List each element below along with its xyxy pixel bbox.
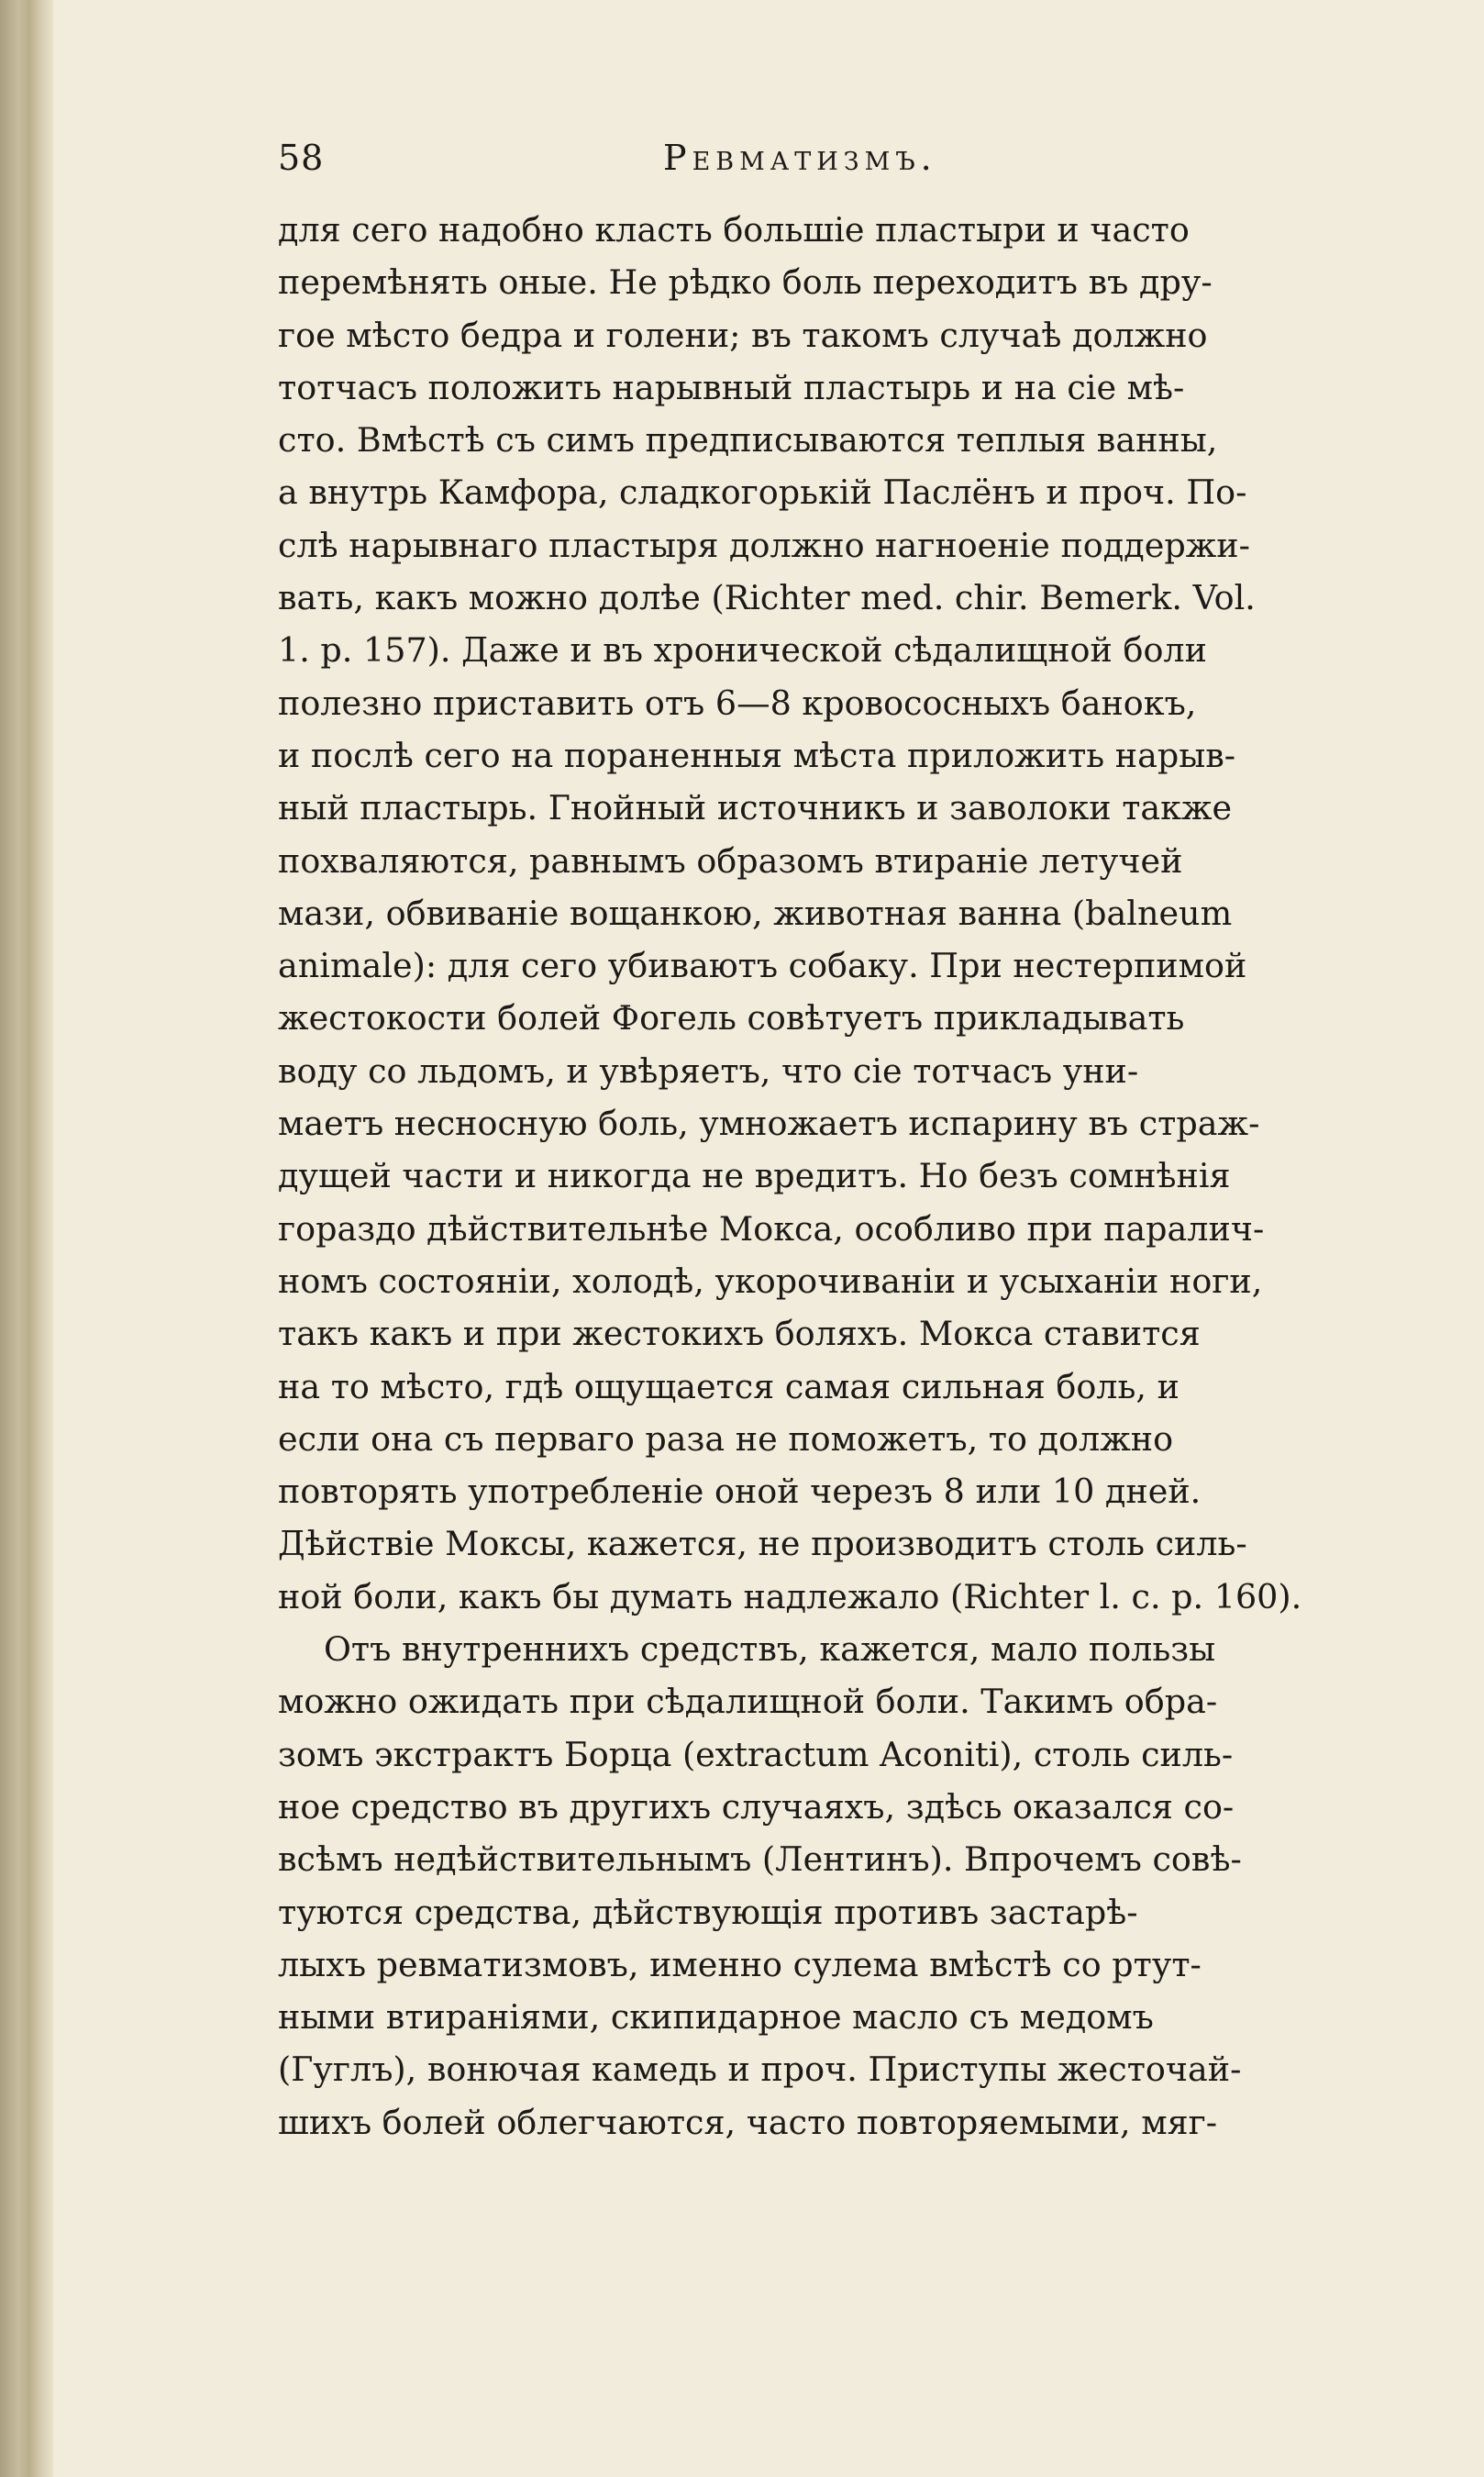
text-line: дущей части и никогда не вредитъ. Но безъ сомнѣнія [278,1156,1231,1196]
text-line: ной боли, какъ бы думать надлежало (Richter l. c. p. 160). [278,1576,1302,1616]
text-line: перемѣнять оные. Не рѣдко боль переходитъ въ дру- [278,262,1213,303]
text-line: мази, обвиваніе вощанкою, животная ванна (balneum [278,893,1233,933]
text-line: слѣ нарывнаго пластыря должно нагноеніе поддержи- [278,525,1250,565]
text-line: жестокости болей Фогель совѣтуетъ прикладывать [278,998,1185,1039]
text-line: сто. Вмѣстѣ съ симъ предписываются теплыя ванны, [278,420,1218,461]
body-text [278,204,1424,2149]
text-line: маетъ несносную боль, умножаетъ испарину въ страж- [278,1104,1260,1144]
text-line: всѣмъ недѣйствительнымъ (Лентинъ). Впрочемъ совѣ- [278,1839,1242,1880]
text-line: тотчасъ положить нарывный пластырь и на сіе мѣ- [278,367,1185,407]
running-head: Ревматизмъ. [663,138,937,178]
book-spine-shadow [0,0,53,2477]
text-line: лыхъ ревматизмовъ, именно сулема вмѣстѣ со ртут- [278,1944,1202,1984]
text-line: Дѣйствіе Моксы, кажется, не производитъ столь силь- [278,1524,1247,1564]
text-line: (Гуглъ), вонючая камедь и проч. Приступы жесточай- [278,2049,1242,2090]
page-number: 58 [278,138,325,178]
text-line: animale): для сего убиваютъ собаку. При нестерпимой [278,946,1247,986]
text-line: для сего надобно класть большіе пластыри и часто [278,210,1190,250]
text-line: 1. p. 157). Даже и въ хронической сѣдалищной боли [278,630,1207,671]
page-header [278,138,1278,193]
text-line: можно ожидать при сѣдалищной боли. Такимъ обра- [278,1682,1218,1722]
text-line: ное средство въ другихъ случаяхъ, здѣсь оказался со- [278,1786,1235,1827]
text-line: туются средства, дѣйствующія противъ застарѣ- [278,1892,1138,1932]
text-line: гое мѣсто бедра и голени; въ такомъ случаѣ должно [278,315,1208,355]
text-line: вать, какъ можно долѣе (Richter med. chir. Bemerk. Vol. [278,578,1256,618]
text-line: на то мѣсто, гдѣ ощущается самая сильная боль, и [278,1366,1179,1406]
text-line: похваляются, равнымъ образомъ втираніе летучей [278,840,1183,881]
text-line: номъ состояніи, холодѣ, укорочиваніи и усыханіи ноги, [278,1261,1263,1301]
text-line: такъ какъ и при жестокихъ боляхъ. Мокса ставится [278,1314,1201,1354]
text-line: ными втираніями, скипидарное масло съ медомъ [278,1997,1154,2038]
text-line: если она съ перваго раза не поможетъ, то должно [278,1418,1174,1459]
text-line: полезно приставить отъ 6—8 кровососныхъ банокъ, [278,683,1197,723]
text-line: воду со льдомъ, и увѣряетъ, что сіе тотчасъ уни- [278,1050,1139,1091]
text-line: гораздо дѣйствительнѣе Мокса, особливо при паралич- [278,1208,1265,1249]
text-line: ный пластырь. Гнойный источникъ и заволоки также [278,788,1233,828]
text-line: и послѣ сего на пораненныя мѣста приложить нарыв- [278,735,1236,775]
text-line: Отъ внутреннихъ средствъ, кажется, мало пользы [324,1629,1216,1670]
text-line: зомъ экстрактъ Борца (extractum Aconiti), столь силь- [278,1734,1234,1774]
text-line: а внутрь Камфора, сладкогорькій Паслёнъ и проч. По- [278,472,1247,513]
text-line: шихъ болей облегчаются, часто повторяемыми, мяг- [278,2102,1218,2142]
text-line: повторять употребленіе оной черезъ 8 или 10 дней. [278,1472,1202,1512]
